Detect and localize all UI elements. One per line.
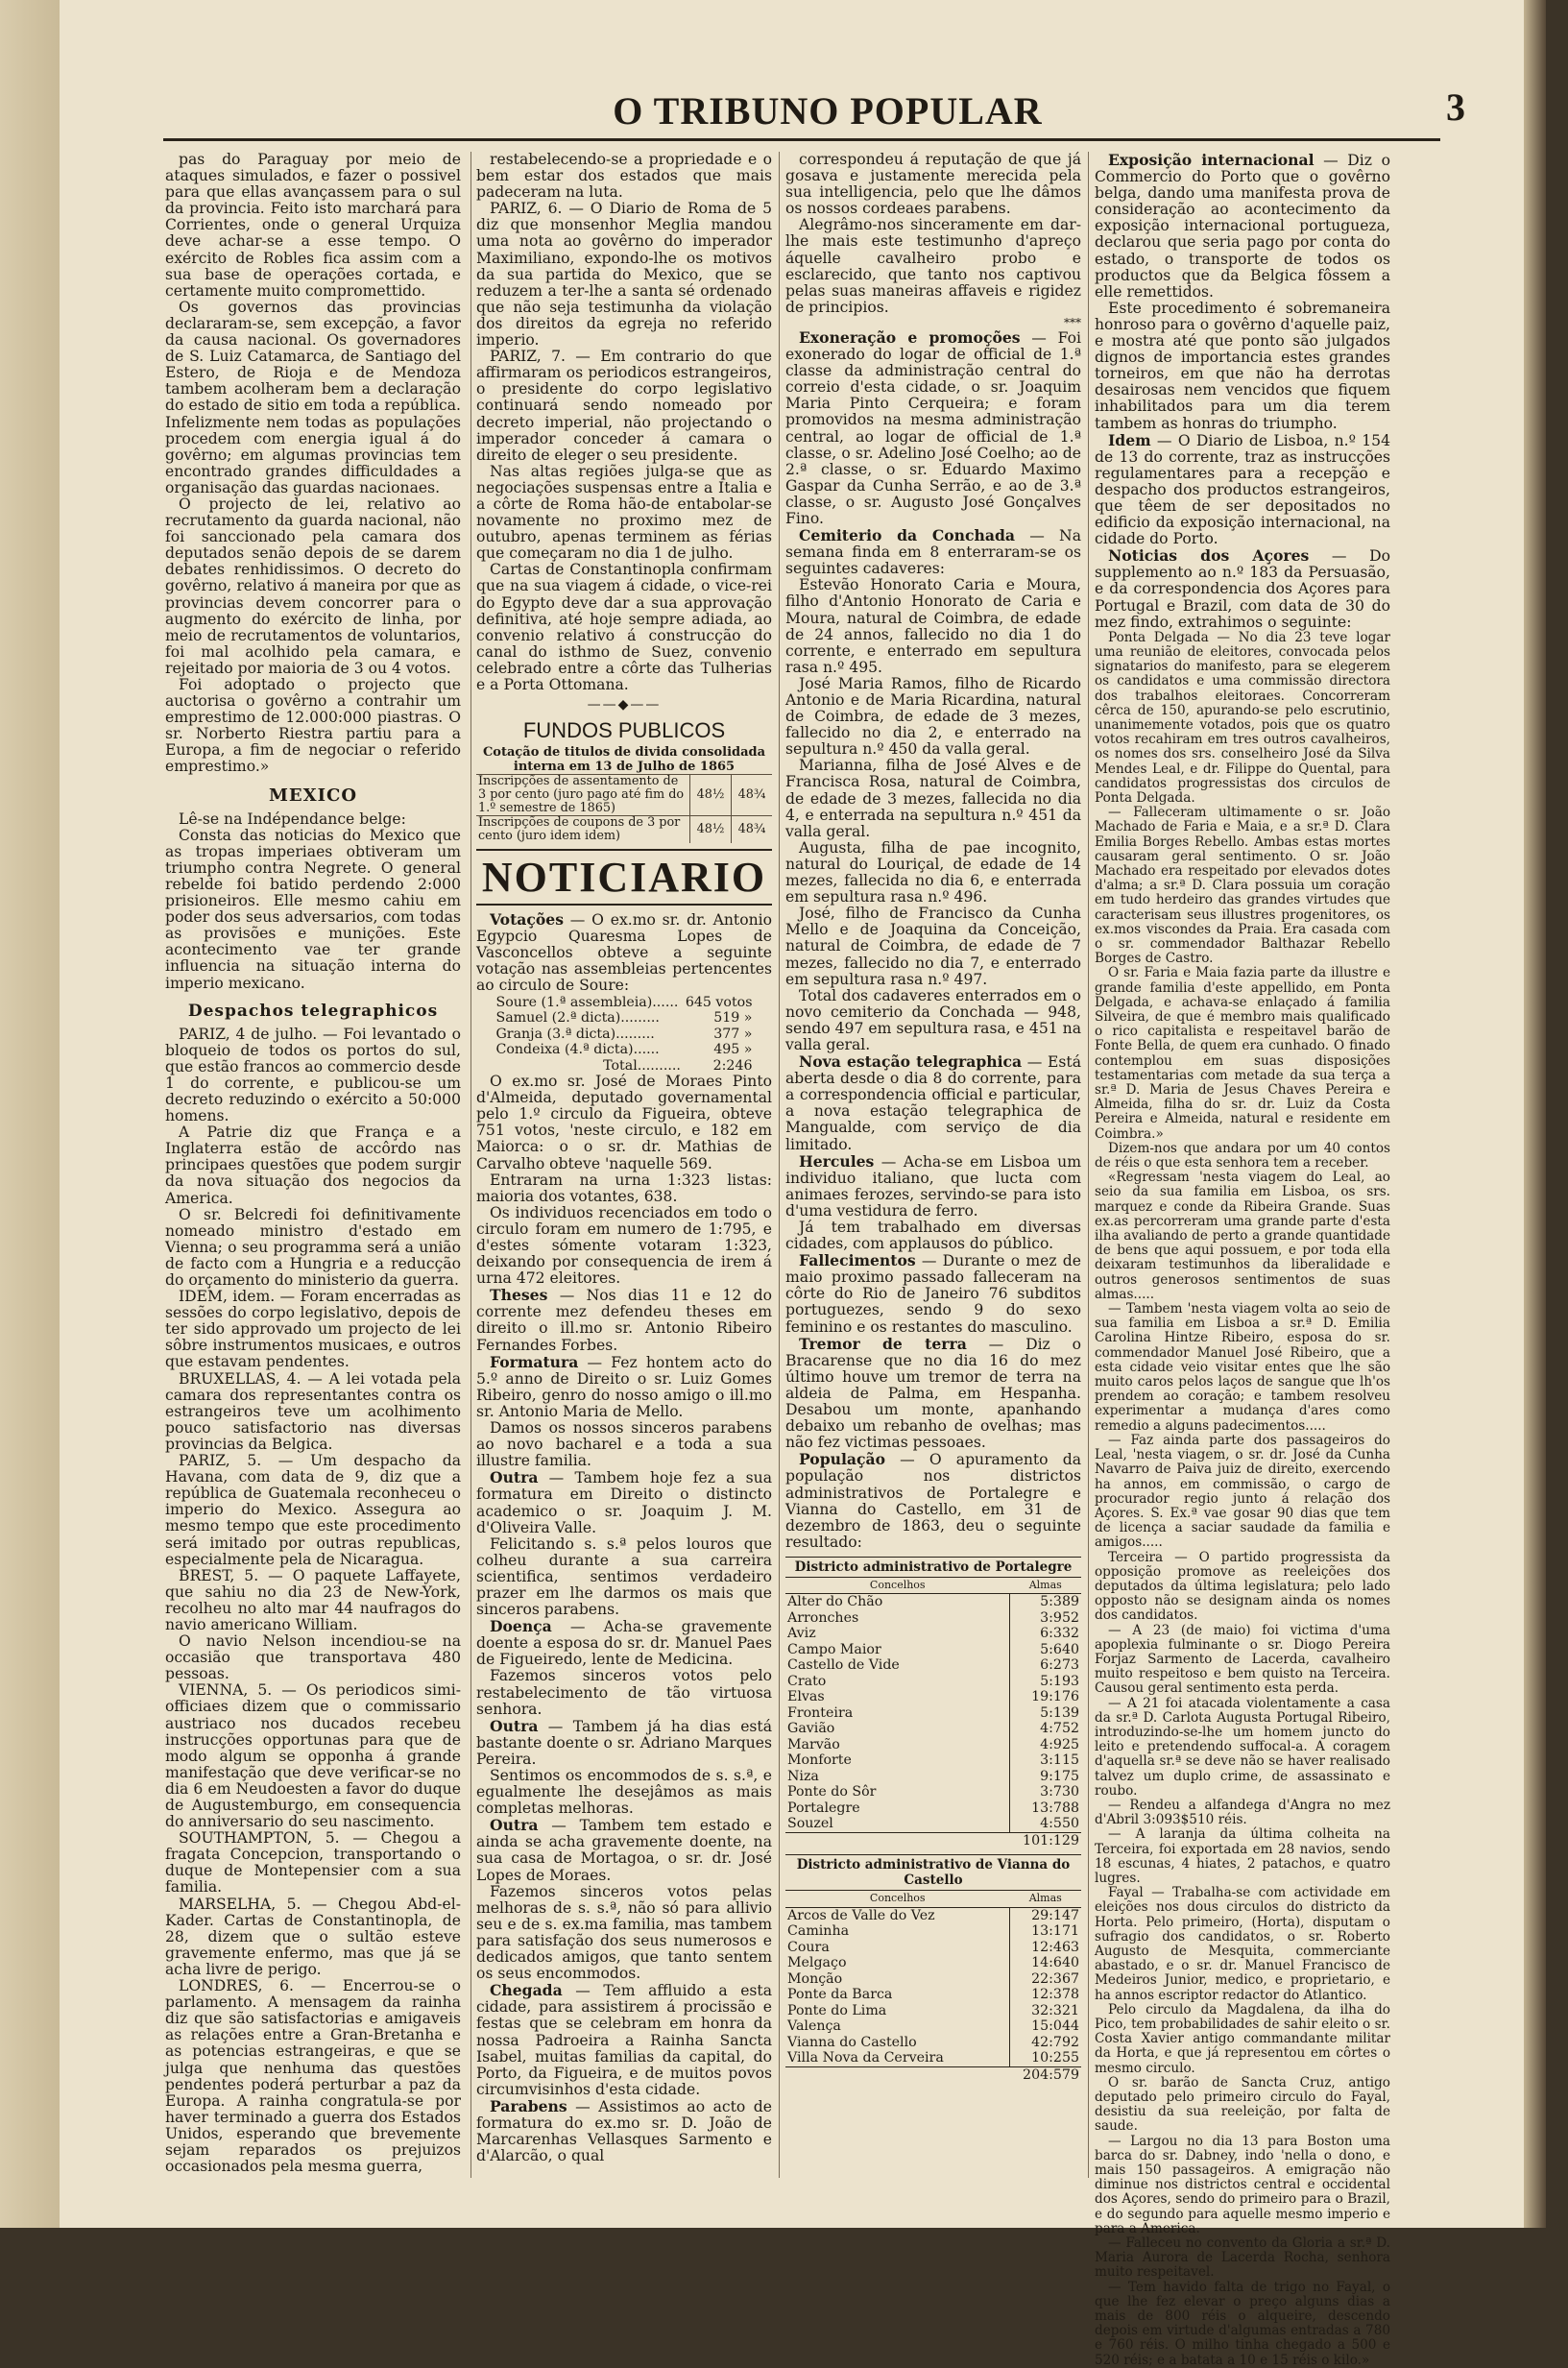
paragraph: PARIZ, 6. — O Diario de Roma de 5 diz que monsenhor Meglia mandou uma nota ao govêrno do imperador Maximiliano, expondo-lhe os motivos da sua partida do Mexico, que se reduzem a ter-lhe a santa sé ordenado que não seja testimunha da violação dos direitos da egreja no referido imperio. bbox=[476, 200, 772, 350]
paragraph: BREST, 5. — O paquete Laffayete, que sahiu no dia 23 de New-York, recolheu no alto mar 44 naufragos do navio americano William. bbox=[165, 1566, 461, 1633]
concelho-name: Niza bbox=[787, 1768, 819, 1784]
paragraph: Os governos das provincias declararam-se, sem excepção, a favor da causa nacional. Os governadores de S. Luiz Catamarca, de Santiago del Estero, de Rioja e de Mendoza tambem acolheram bem a declaração do estado de sitio em toda a república. Infelizmente nem todas as populações procedem com energia igual á do govêrno; em algumas provincias tem encontrado grandes difficuldades a organisação das guardas nacionaes. bbox=[165, 298, 461, 496]
concelho-name: Aviz bbox=[787, 1626, 816, 1642]
paragraph: População — O apuramento da população nos districtos administrativos de Portalegre e Vianna do Castello, em 31 de dezembro de 1863, deu o seguinte resultado: bbox=[785, 1450, 1081, 1551]
paragraph: Dizem-nos que andara por um 40 contos de réis o que esta senhora tem a receber. bbox=[1095, 1140, 1390, 1172]
almas-value: 22:367 bbox=[1010, 1971, 1082, 1988]
table-header bbox=[785, 1891, 1081, 1907]
paragraph: BRUXELLAS, 4. — A lei votada pela camara dos representantes contra os estrangeiros teve um acolhimento pouco satisfactorio nas diversas provincias da Belgica. bbox=[165, 1369, 461, 1453]
paragraph: — Tem havido falta de trigo no Fayal, o que lhe fez elevar o preço alguns dias a mais de 800 réis o alqueire, descendo depois em virtude d'algumas entradas a 780 e 760 réis. O milho tinha chegado a 500 e 520 réis; e a batata a 10 e 15 réis o kilo.» bbox=[1095, 2279, 1390, 2368]
almas-value: 5:640 bbox=[1010, 1642, 1082, 1658]
paragraph: Nas altas regiões julga-se que as negociações suspensas entre a Italia e a côrte de Roma hão-de entabolar-se novamente no proximo mez de outubro, apenas terminem as férias que começaram no dia 1 de julho. bbox=[476, 462, 772, 563]
newspaper-page bbox=[60, 0, 1546, 2368]
item-heading: Noticias dos Açores bbox=[1108, 546, 1310, 566]
page-shadow bbox=[1524, 0, 1546, 2228]
item-heading: População bbox=[799, 1450, 885, 1469]
total-value: 204:579 bbox=[1010, 2066, 1082, 2083]
paragraph: O sr. barão de Sancta Cruz, antigo deputado pelo primeiro circulo do Fayal, desistiu da sua reeleição, por falta de saude. bbox=[1095, 2074, 1390, 2135]
paragraph: Pelo circulo da Magdalena, da ilha do Pico, tem probabilidades de sahir eleito o sr. Costa Xavier antigo commandante militar da Horta, e que já representou em côrtes o mesmo circulo. bbox=[1095, 2001, 1390, 2076]
item-heading: Idem bbox=[1108, 430, 1151, 449]
article-telegrams-cont bbox=[476, 152, 772, 693]
paragraph: Este procedimento é sobremaneira honroso para o govêrno d'aquelle paiz, e mostra até que ponto são julgados dignos de importancia estes grandes torneiros, em que não ha derrotas desairosas nem vencidos que fiquem inhabilitados para um dia terem tambem as honras do triumpho. bbox=[1095, 299, 1390, 432]
almas-value: 4:925 bbox=[1010, 1737, 1082, 1753]
almas-value: 6:332 bbox=[1010, 1626, 1082, 1642]
section-heading-telegrams: Despachos telegraphicos bbox=[187, 1001, 439, 1021]
table-row bbox=[785, 2035, 1081, 2051]
table-cell: Condeixa (4.ª dicta)...... bbox=[495, 1042, 660, 1058]
column-header: Almas bbox=[1010, 1578, 1082, 1594]
paragraph: Damos os nossos sinceros parabens ao novo bacharel e a toda a sua illustre familia. bbox=[476, 1419, 772, 1470]
paragraph: O ex.mo sr. José de Moraes Pinto d'Almeida, deputado governamental pelo 1.º circulo da Figueira, obteve 751 votos, 'neste circulo, e 182 em Maiorca: o o sr. dr. Mathias de Carvalho obteve 'naquelle 569. bbox=[476, 1073, 772, 1172]
article-telegrams bbox=[165, 1027, 461, 2176]
concelho-name: Villa Nova da Cerveira bbox=[787, 2050, 944, 2066]
concelho-name: Valença bbox=[787, 2018, 841, 2035]
table-row bbox=[785, 1642, 1081, 1658]
item-heading: Nova estação telegraphica bbox=[799, 1052, 1023, 1072]
item-heading: Fallecimentos bbox=[799, 1251, 916, 1270]
table-row bbox=[785, 1955, 1081, 1971]
paragraph: O sr. Belcredi foi definitivamente nomeado ministro d'estado em Vienna; o seu programma será a união de facto com a Hungria e a reducção do orçamento do ministerio da guerra. bbox=[165, 1205, 461, 1289]
concelho-name: Monforte bbox=[787, 1752, 852, 1769]
noticiario-items bbox=[476, 1074, 772, 2164]
paragraph: Cemiterio da Conchada — Na semana finda em 8 enterraram-se os seguintes cadaveres: bbox=[785, 526, 1081, 578]
item-heading: Cemiterio da Conchada bbox=[799, 526, 1015, 545]
paragraph: Total dos cadaveres enterrados em o novo cemiterio da Conchada — 948, sendo 497 em sepultura rasa, e 451 na valla geral. bbox=[785, 986, 1081, 1053]
almas-value: 6:273 bbox=[1010, 1657, 1082, 1674]
total-row bbox=[785, 2066, 1081, 2083]
table-row bbox=[494, 1027, 754, 1043]
concelho-name: Campo Maior bbox=[787, 1641, 881, 1657]
concelho-name: Ponte do Lima bbox=[787, 2002, 887, 2018]
almas-value: 4:550 bbox=[1010, 1816, 1082, 1832]
table-cell: 645 votos bbox=[685, 994, 753, 1010]
paragraph: Consta das noticias do Mexico que as tropas imperiaes obtiveram um triumpho contra Negrete. O general rebelde foi batido perdendo 2:000 prisioneiros. Elle mesmo cahiu em poder dos seus adversarios, com todas as provisões e munições. Este acontecimento vae ter grande influencia na situação interna do imperio mexicano. bbox=[165, 826, 461, 992]
table-cell: 495 » bbox=[713, 1042, 753, 1058]
item-heading: Formatura bbox=[490, 1352, 579, 1371]
paragraph: Fallecimentos — Durante o mez de maio proximo passado falleceram na côrte do Rio de Janeiro 76 subditos portuguezes, sendo 9 do sexo feminino e os restantes do masculino. bbox=[785, 1251, 1081, 1336]
item-heading: Outra bbox=[490, 1816, 539, 1835]
paragraph: Doença — Acha-se gravemente doente a esposa do sr. dr. Manuel Paes de Figueiredo, lente de Medicina. bbox=[476, 1617, 772, 1669]
concelho-name: Alter do Chão bbox=[787, 1594, 883, 1610]
table-row bbox=[476, 816, 772, 844]
almas-value: 13:171 bbox=[1010, 1923, 1082, 1940]
paragraph: Augusta, filha de pae incognito, natural do Louriçal, de edade de 14 mezes, fallecida no dia 6, e enterrada em sepultura rasa n.º 496. bbox=[785, 838, 1081, 906]
table-row bbox=[785, 1721, 1081, 1737]
column-divider bbox=[779, 152, 780, 2178]
concelho-name: Coura bbox=[787, 1939, 830, 1955]
item-heading: Doença bbox=[490, 1617, 552, 1636]
paragraph: Hercules — Acha-se em Lisboa um individuo italiano, que lucta com animaes ferozes, servindo-se para isto d'uma vestidura de ferro. bbox=[785, 1151, 1081, 1220]
paragraph: O sr. Faria e Maia fazia parte da illustre e grande familia d'este appellido, em Ponta Delgada, e achava-se enlaçado á familia Silveira, de que é membro mais qualificado o rico capitalista e respeitavel barão de Fonte Bella, de quem era cunhado. O finado contemplou em suas disposições testamentarias com metade da sua terça a sr.ª D. Maria de Jesus Chaves Pereira e Almeida, filha do sr. dr. Luiz da Costa Pereira e Almeida, natural e residente em Coimbra.» bbox=[1095, 965, 1390, 1142]
total-row bbox=[785, 1832, 1081, 1848]
paragraph: Idem — O Diario de Lisboa, n.º 154 de 13 do corrente, traz as instrucções regulamentares para a recepção e despacho dos productos estrangeiros, que têem de ser depositados no edificio da exposição internacional, na cidade do Porto. bbox=[1095, 430, 1390, 548]
table-cell: Granja (3.ª dicta)......... bbox=[495, 1026, 655, 1042]
article-votacoes bbox=[476, 911, 772, 994]
concelho-name: Crato bbox=[787, 1673, 827, 1689]
almas-value: 3:952 bbox=[1010, 1610, 1082, 1627]
paragraph: Fazemos sinceros votos pelas melhoras de s. s.ª, não só para allivio seu e de s. ex.ma familia, mas tambem para satisfação dos seus numerosos e dedicados amigos, que tanto sentem os seus encommodos. bbox=[476, 1882, 772, 1983]
table-row bbox=[785, 2050, 1081, 2066]
concelho-name: Monção bbox=[787, 1970, 843, 1987]
table-row bbox=[785, 2018, 1081, 2035]
paragraph: Cartas de Constantinopla confirmam que na sua viagem á cidade, o vice-rei do Egypto deve dar a sua approvação definitiva, até hoje sempre adiada, ao convenio relativo á construcção do canal do isthmo de Suez, convenio celebrado entre a côrte das Tulherias e a Porta Ottomana. bbox=[476, 561, 772, 693]
almas-value: 5:193 bbox=[1010, 1674, 1082, 1690]
table-row bbox=[785, 1657, 1081, 1674]
paragraph: Outra — Tambem já ha dias está bastante doente o sr. Adriano Marques Pereira. bbox=[476, 1716, 772, 1768]
paragraph: Chegada — Tem affluido a esta cidade, para assistirem á procissão e festas que se celebram em honra da nossa Padroeira a Rainha Sancta Isabel, muitas familias da capital, do Porto, da Figueira, e de muitos povos circumvisinhos d'esta cidade. bbox=[476, 1981, 772, 2098]
item-heading: Outra bbox=[490, 1468, 539, 1487]
table-cell bbox=[785, 1832, 1010, 1848]
item-heading: Exoneração e promoções bbox=[799, 327, 1021, 347]
article-acores bbox=[1095, 631, 1390, 2368]
almas-value: 10:255 bbox=[1010, 2050, 1082, 2066]
paragraph: José, filho de Francisco da Cunha Mello e de Joaquina da Conceição, natural de Coimbra, de edade de 7 mezes, fallecido no dia 7, e enterrado em sepultura rasa n.º 497. bbox=[785, 905, 1081, 988]
adjacent-page-edge bbox=[0, 0, 60, 2228]
paragraph: LONDRES, 6. — Encerrou-se o parlamento. A mensagem da rainha diz que são satisfactorias e amigaveis as relações entre a Gran-Bretanha e as potencias estrangeiras, e que se julga que nenhuma das questões pendentes poderá perturbar a paz da Europa. A rainha congratula-se por haver terminado a guerra dos Estados Unidos, esperando que brevemente sejam reparados os prejuizos occasionados pela mesma guerra, bbox=[165, 1977, 461, 2176]
table-row bbox=[785, 1594, 1081, 1610]
concelho-name: Melgaço bbox=[787, 1955, 847, 1971]
paragraph: Foi adoptado o projecto que auctorisa o govêrno a contrahir um emprestimo de 12.000:000 piastras. O sr. Norberto Riestra partiu para a Europa, a fim de negociar o referido emprestimo.» bbox=[165, 676, 461, 776]
table-row bbox=[785, 1940, 1081, 1956]
column-header: Concelhos bbox=[785, 1891, 1010, 1907]
paragraph: — Rendeu a alfandega d'Angra no mez d'Abril 3:093$510 réis. bbox=[1095, 1797, 1390, 1828]
table-cell: 48½ bbox=[690, 816, 732, 844]
paragraph: Formatura — Fez hontem acto do 5.º anno de Direito o sr. Luiz Gomes Ribeiro, genro do nosso amigo o ill.mo sr. Antonio Maria de Mello. bbox=[476, 1352, 772, 1420]
paragraph: Parabens — Assistimos ao acto de formatura do ex.mo sr. D. João de Marcarenhas Vellasques Sarmento e d'Alarcão, o qual bbox=[476, 2096, 772, 2165]
paragraph: MARSELHA, 5. — Chegou Abd-el-Kader. Cartas de Constantinopla, de 28, dizem que o sultão esteve gravemente enfermo, mas que já se acha livre de perigo. bbox=[165, 1895, 461, 1978]
ornament-stars: *** bbox=[1064, 315, 1081, 329]
total-value: 101:129 bbox=[1010, 1832, 1082, 1848]
almas-value: 12:378 bbox=[1010, 1987, 1082, 2003]
almas-value: 3:115 bbox=[1010, 1752, 1082, 1769]
paragraph: Noticias dos Açores — Do supplemento ao n.º 183 da Persuasão, e da correspondencia dos Açores para Portugal e Brazil, com data de 30 do mez findo, extrahimos o seguinte: bbox=[1095, 546, 1390, 631]
almas-value: 5:389 bbox=[1010, 1594, 1082, 1610]
paragraph: Exoneração e promoções — Foi exonerado do logar de official de 1.ª classe da administração central do correio d'esta cidade, o sr. Joaquim Maria Pinto Cerqueira; e foram promovidos na mesma administração central, ao logar de official de 1.ª classe, o sr. Adelino José Coelho; ao de 2.ª classe, o sr. Eduardo Maximo Gaspar da Cunha Serrão, e ao de 3.ª classe, o sr. Augusto José Gonçalves Fino. bbox=[785, 327, 1081, 527]
paragraph: Entraram na urna 1:323 listas: maioria dos votantes, 638. bbox=[476, 1171, 772, 1205]
concelho-name: Souzel bbox=[787, 1816, 833, 1832]
table-row bbox=[785, 1674, 1081, 1690]
column-3 bbox=[785, 152, 1081, 2207]
paragraph: Outra — Tambem tem estado e ainda se acha gravemente doente, na sua casa de Mortagoa, o sr. dr. José Lopes de Moraes. bbox=[476, 1816, 772, 1884]
paragraph: IDEM, idem. — Foram encerradas as sessões do corpo legislativo, depois de ter sido approvado um projecto de lei sôbre instrumentos musicaes, e outros que estavam pendentes. bbox=[165, 1288, 461, 1371]
item-heading: Tremor de terra bbox=[799, 1334, 967, 1353]
paragraph: Fazemos sinceros votos pelo restabelecimento de tão virtuosa senhora. bbox=[476, 1667, 772, 1718]
almas-value: 15:044 bbox=[1010, 2018, 1082, 2035]
paragraph: restabelecendo-se a propriedade e o bem estar dos estados que mais padeceram na luta. bbox=[476, 151, 772, 202]
table-row bbox=[785, 1907, 1081, 1923]
paragraph: — A 23 (de maio) foi victima d'uma apoplexia fulminante o sr. Diogo Pereira Forjaz Sarmento de Lacerda, cavalheiro muito respeitoso e bem quisto na Terceira. Causou geral sentimento esta perda. bbox=[1095, 1622, 1390, 1697]
table-row bbox=[785, 1971, 1081, 1988]
paragraph: — Tambem 'nesta viagem volta ao seio de sua familia em Lisboa a sr.ª D. Emilia Carolina Hintze Ribeiro, esposa do sr. commendador Manuel José Ribeiro, que a esta cidade veio visitar entes que lhe são muito caros pelos laços de sangue que lh'os prendem ao coração; e tambem resolveu experimentar a mudança d'ares como remedio a alguns padecimentos..... bbox=[1095, 1301, 1390, 1434]
concelho-name: Caminha bbox=[787, 1923, 850, 1940]
paragraph: Exposição internacional — Diz o Commercio do Porto que o govêrno belga, dando uma manifesta prova de consideração ao acontecimento da exposição internacional portugueza, declarou que seria pago por conta do estado, o transporte de todos os productos que da Belgica fôssem a elle remettidos. bbox=[1095, 151, 1390, 301]
table-row bbox=[476, 775, 772, 816]
concelho-name: Marvão bbox=[787, 1736, 840, 1752]
almas-value: 9:175 bbox=[1010, 1769, 1082, 1785]
paragraph: Votações — O ex.mo sr. dr. Antonio Egypcio Quaresma Lopes de Vasconcellos obteve a seguinte votação nas assembleias pertencentes ao circulo de Soure: bbox=[476, 910, 772, 995]
paragraph: Marianna, filha de José Alves e de Francisca Rosa, natural de Coimbra, de edade de 3 mezes, fallecida no dia 4, e enterrada na sepultura n.º 451 da valla geral. bbox=[785, 757, 1081, 840]
paragraph: A Patrie diz que França e a Inglaterra estão de accôrdo nas principaes questões que podem surgir da nova situação dos negocios da America. bbox=[165, 1124, 461, 1207]
fundos-subtitle: Cotação de titulos de divida consolidada interna em 13 de Julho de 1865 bbox=[482, 745, 766, 775]
paragraph: Estevão Honorato Caria e Moura, filho d'Antonio Honorato de Caria e Moura, natural de Coimbra, de edade de 24 annos, fallecido no dia 1 do corrente, e enterrado em sepultura rasa n.º 495. bbox=[785, 576, 1081, 676]
paragraph: — Falleceu no convento da Gloria a sr.ª D. Maria Aurora de Lacerda Rocha, senhora muito respeitavel. bbox=[1095, 2235, 1390, 2281]
paragraph: SOUTHAMPTON, 5. — Chegou a fragata Concepcion, transportando o duque de Montepensier com a sua familia. bbox=[165, 1829, 461, 1897]
paragraph: correspondeu á reputação de que já gosava e justamente merecida pela sua intelligencia, pelo que lhe dâmos os nossos cordeaes parabens. bbox=[785, 151, 1081, 218]
masthead-rule bbox=[163, 138, 1440, 141]
paragraph: O navio Nelson incendiou-se na occasião que transportava 480 pessoas. bbox=[165, 1632, 461, 1683]
paragraph: Theses — Nos dias 11 e 12 do corrente mez defendeu theses em direito o ill.mo sr. Antonio Ribeiro Fernandes Forbes. bbox=[476, 1286, 772, 1354]
concelho-name: Fronteira bbox=[787, 1704, 854, 1721]
table-header bbox=[785, 1578, 1081, 1594]
table-row bbox=[785, 1987, 1081, 2003]
paragraph: Outra — Tambem hoje fez a sua formatura em Direito o distincto academico o sr. Joaquim J. M. d'Oliveira Valle. bbox=[476, 1468, 772, 1536]
table-cell: 48¾ bbox=[732, 816, 773, 844]
vianna-title: Districto administrativo de Vianna do Castello bbox=[785, 1854, 1081, 1891]
paragraph: Terceira — O partido progressista da opposição promove as reeleições dos deputados da última legislatura; pelo lado opposto não se designam ainda os nomes dos candidatos. bbox=[1095, 1549, 1390, 1624]
column-header: Almas bbox=[1010, 1891, 1082, 1907]
table-cell: 519 » bbox=[713, 1010, 753, 1027]
noticiario-heading: NOTICIARIO bbox=[476, 849, 772, 906]
table-cell: Soure (1.ª assembleia)...... bbox=[495, 994, 679, 1010]
item-heading: Outra bbox=[490, 1716, 539, 1735]
table-cell bbox=[785, 2066, 1010, 2083]
concelho-name: Elvas bbox=[787, 1689, 825, 1705]
column-header: Concelhos bbox=[785, 1578, 1010, 1594]
vianna-table bbox=[785, 1891, 1081, 2083]
almas-value: 19:176 bbox=[1010, 1689, 1082, 1705]
almas-value: 12:463 bbox=[1010, 1940, 1082, 1956]
column-1 bbox=[165, 152, 461, 2207]
almas-value: 4:752 bbox=[1010, 1721, 1082, 1737]
almas-value: 3:730 bbox=[1010, 1784, 1082, 1800]
paragraph: O projecto de lei, relativo ao recrutamento da guarda nacional, não foi sanccionado pela camara dos deputados senão depois de se darem debates renhidissimos. O decreto do govêrno, relativo á maneira por que as provincias devem concorrer para o augmento do exército de linha, por meio de recrutamentos de voluntarios, foi mal acolhido pela camara, e rejeitado por maioria de 3 ou 4 votos. bbox=[165, 495, 461, 677]
almas-value: 32:321 bbox=[1010, 2003, 1082, 2019]
column-4 bbox=[1095, 151, 1390, 2368]
paragraph: pas do Paraguay por meio de ataques simulados, e fazer o possivel para que ellas avançassem para o sul da provincia. Feito isto marchará para Corrientes, onde o general Urquiza deve achar-se a esse tempo. O exército de Robles fica assim com a sua base de operações cortada, e certamente muito compromettido. bbox=[165, 151, 461, 300]
table-row bbox=[785, 1769, 1081, 1785]
table-row bbox=[785, 1737, 1081, 1753]
concelho-name: Gavião bbox=[787, 1721, 835, 1737]
table-cell: 48½ bbox=[690, 775, 732, 816]
almas-value: 13:788 bbox=[1010, 1800, 1082, 1817]
paragraph: Os individuos recenciados em todo o circulo foram em numero de 1:795, e d'estes sómente votaram 1:323, deixando por consequencia de irem á urna 472 eleitores. bbox=[476, 1203, 772, 1288]
article-mexico bbox=[165, 811, 461, 992]
table-row bbox=[785, 1784, 1081, 1800]
concelho-name: Portalegre bbox=[787, 1800, 860, 1816]
portalegre-table bbox=[785, 1578, 1081, 1849]
portalegre-title: Districto administrativo de Portalegre bbox=[785, 1557, 1081, 1578]
table-row bbox=[785, 1923, 1081, 1940]
paragraph: PARIZ, 4 de julho. — Foi levantado o bloqueio de todos os portos do sul, que estão francos ao commercio desde 1 do corrente, e publicou-se um decreto reduzindo o exército a 50:000 homens. bbox=[165, 1025, 461, 1125]
item-heading: Hercules bbox=[799, 1151, 875, 1171]
concelho-name: Arronches bbox=[787, 1609, 859, 1626]
paragraph: Tremor de terra — Diz o Bracarense que no dia 16 do mez último houve um tremor de terra na aldeia de Palma, em Hespanha. Desabou um monte, apanhando debaixo um rebanho de ovelhas; mas não fez victimas pessoaes. bbox=[785, 1334, 1081, 1452]
table-row bbox=[785, 2003, 1081, 2019]
masthead bbox=[204, 83, 1465, 133]
paragraph: Fayal — Trabalha-se com actividade em eleições nos dous circulos do districto da Horta. Pelo primeiro, (Horta), disputam o sufragio dos candidatos, o sr. Roberto Augusto de Mesquita, commerciante abastado, e o sr. dr. Manuel Francisco de Medeiros Junior, medico, e proprietario, e ha annos escriptor redactor do Atlantico. bbox=[1095, 1885, 1390, 2003]
table-cell: Inscripções de assentamento de 3 por cento (juro pago até fim do 1.º semestre de 1865) bbox=[476, 775, 690, 816]
paragraph: — A 21 foi atacada violentamente a casa da sr.ª D. Carlota Augusta Portugal Ribeiro, introduzindo-se-lhe um homem juncto do leito e pretendendo suffocal-a. A coragem d'aquella sr.ª se deve não se haver realisado talvez um duplo crime, de assassinato e roubo. bbox=[1095, 1695, 1390, 1799]
paragraph: Nova estação telegraphica — Está aberta desde o dia 8 do corrente, para a correspondencia official e particular, a nova estação telegraphica de Mangualde, com serviço de dia limitado. bbox=[785, 1052, 1081, 1153]
item-heading: Parabens bbox=[490, 2096, 567, 2115]
table-row bbox=[785, 1705, 1081, 1722]
table-row bbox=[785, 1626, 1081, 1642]
table-cell: 377 » bbox=[713, 1026, 753, 1042]
column-2 bbox=[476, 152, 772, 2207]
noticiario-items-cont bbox=[785, 152, 1081, 1551]
paragraph: VIENNA, 5. — Os periodicos simi-officiaes dizem que o commissario austriaco nos ducados recebeu instrucções opportunas para que de modo algum se opponha á grande manifestação que deve verificar-se no dia 6 em Neudoesten a favor do duque de Augustemburgo, em consequencia do anniversario do seu nascimento. bbox=[165, 1681, 461, 1831]
table-row bbox=[785, 1689, 1081, 1705]
article-argentina bbox=[165, 152, 461, 776]
votes-table bbox=[494, 995, 754, 1075]
fundos-title: FUNDOS PUBLICOS bbox=[522, 718, 726, 743]
concelho-name: Castello de Vide bbox=[787, 1657, 900, 1674]
section-heading-mexico: MEXICO bbox=[268, 785, 358, 806]
paragraph: — Largou no dia 13 para Boston uma barca do sr. Dabney, indo 'nella o dono, e mais 150 passageiros. A emigração não diminue nos districtos central e occidental dos Açores, sendo do primeiro para o Brazil, e do segundo para aquelle mesmo imperio e para a America. bbox=[1095, 2133, 1390, 2236]
paragraph: «Regressam 'nesta viagem do Leal, ao seio da sua familia em Lisboa, os srs. marquez e conde da Ribeira Grande. Suas ex.as percorreram uma grande parte d'esta ilha avaliando de perto a grande quantidade de bens que aqui possuem, e por toda ella deixaram testimunhos da liberalidade e outros generosos sentimentos de suas almas..... bbox=[1095, 1170, 1390, 1302]
table-row bbox=[785, 1816, 1081, 1832]
column-divider bbox=[470, 152, 471, 2178]
almas-value: 42:792 bbox=[1010, 2035, 1082, 2051]
item-heading: Theses bbox=[490, 1286, 548, 1305]
total-value: 2:246 bbox=[712, 1057, 753, 1074]
total-label: Total.......... bbox=[603, 1057, 681, 1074]
paragraph: PARIZ, 7. — Em contrario do que affirmaram os periodicos estrangeiros, o presidente do corpo legislativo continuará sendo nomeado por decreto imperial, não projectando o imperador conceder á camara o direito de eleger o seu presidente. bbox=[476, 348, 772, 464]
item-heading: Exposição internacional bbox=[1108, 151, 1315, 169]
paragraph: PARIZ, 5. — Um despacho da Havana, com data de 9, diz que a república de Guatemala reconheceu o imperio do Mexico. Assegura ao mesmo tempo que este procedimento será imitado por outras republicas, especialmente pela de Nicaragua. bbox=[165, 1452, 461, 1568]
table-row bbox=[494, 995, 754, 1011]
paragraph: Ponta Delgada — No dia 23 teve logar uma reunião de eleitores, convocada pelos signatarios do manifesto, para se elegerem os candidatos e uma commissão directora dos trabalhos eleitoraes. Concorreram cêrca de 150, apurando-se pelo escrutinio, unanimemente votados, pois que os quatro votos recahiram em tres outros cavalheiros, os nomes dos srs. conselheiro José da Silva Mendes Leal, e dr. Filippe do Quental, para candidatos progressistas dos circulos de Ponta Delgada. bbox=[1095, 629, 1390, 806]
paragraph: Felicitando s. s.ª pelos louros que colheu durante a sua carreira scientifica, sentimos verdadeiro prazer em lhe darmos os mais que sinceros parabens. bbox=[476, 1534, 772, 1619]
concelho-name: Ponte da Barca bbox=[787, 1987, 893, 2003]
almas-value: 5:139 bbox=[1010, 1705, 1082, 1722]
article-exposicao bbox=[1095, 152, 1390, 631]
concelho-name: Vianna do Castello bbox=[787, 2034, 917, 2050]
almas-value: 29:147 bbox=[1010, 1907, 1082, 1923]
table-row bbox=[785, 1800, 1081, 1817]
item-heading: Chegada bbox=[490, 1981, 563, 2000]
paragraph: — A laranja da última colheita na Terceira, foi exportada em 28 navios, sendo 18 escunas, 4 hiates, 2 patachos, e quatro lugres. bbox=[1095, 1826, 1390, 1886]
paragraph: Lê-se na Indépendance belge: bbox=[179, 809, 406, 828]
paragraph: José Maria Ramos, filho de Ricardo Antonio e de Maria Ricardina, natural de Coimbra, de edade de 3 mezes, fallecido no dia 2, e enterrado na sepultura n.º 450 da valla geral. bbox=[785, 674, 1081, 759]
table-row bbox=[785, 1610, 1081, 1627]
almas-value: 14:640 bbox=[1010, 1955, 1082, 1971]
newspaper-title: O TRIBUNO POPULAR bbox=[613, 89, 1043, 133]
paragraph: Alegrâmo-nos sinceramente em dar-lhe mais este testimunho d'apreço áquelle cavalheiro probo e esclarecido, que tanto nos captivou pelas suas maneiras affaveis e rigidez de principios. bbox=[785, 216, 1081, 316]
concelho-name: Ponte do Sôr bbox=[787, 1784, 877, 1800]
concelho-name: Arcos de Valle do Vez bbox=[787, 1907, 935, 1923]
table-row bbox=[494, 1010, 754, 1027]
table-row bbox=[494, 1042, 754, 1058]
table-cell: 48¾ bbox=[732, 775, 773, 816]
item-heading: Votações bbox=[490, 910, 564, 930]
table-cell: Inscripções de coupons de 3 por cento (juro idem idem) bbox=[476, 816, 690, 844]
paragraph: — Falleceram ultimamente o sr. João Machado de Faria e Maia, e a sr.ª D. Clara Emilia Borges Rebello. Ambas estas mortes causaram geral sentimento. O sr. João Machado era respeitado por elevados dotes d'alma; a sr.ª D. Clara possuia um coração em tudo herdeiro das grandes virtudes que caracterisam seus illustres progenitores, os ex.mos viscondes da Praia. Era casada com o sr. commendador Balthazar Rebello Borges de Castro. bbox=[1095, 805, 1390, 967]
fundos-table bbox=[476, 774, 772, 843]
table-cell: Samuel (2.ª dicta)......... bbox=[495, 1010, 660, 1027]
ornament-divider: ——◆—— bbox=[587, 697, 662, 713]
total-row bbox=[494, 1058, 754, 1075]
table-row bbox=[785, 1752, 1081, 1769]
paragraph: Sentimos os encommodos de s. s.ª, e egualmente lhe desejâmos as mais completas melhoras. bbox=[476, 1767, 772, 1818]
page-number: 3 bbox=[1446, 85, 1465, 129]
column-divider bbox=[1088, 152, 1089, 2178]
paragraph: Já tem trabalhado em diversas cidades, com applausos do público. bbox=[785, 1219, 1081, 1253]
paragraph: — Faz ainda parte dos passageiros do Leal, 'nesta viagem, o sr. dr. José da Cunha Navarro de Paiva juiz de direito, exercendo ha annos, em commissão, o cargo de procurador regio junto á relação dos Açores. S. Ex.ª vae gosar 90 dias que tem de licença a saciar saudade da familia e amigos..... bbox=[1095, 1432, 1390, 1551]
